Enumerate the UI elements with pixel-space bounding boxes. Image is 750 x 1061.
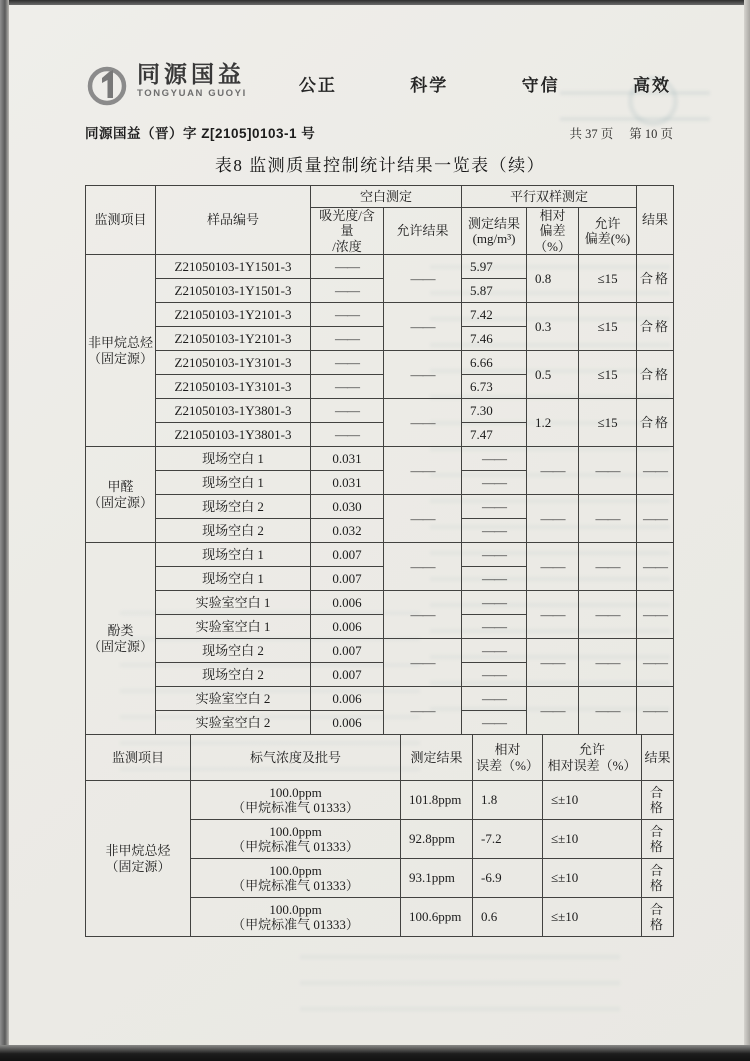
sample-cell: 现场空白 2	[156, 495, 311, 519]
sample-cell: 现场空白 2	[156, 639, 311, 663]
letterhead	[85, 62, 675, 113]
abs-cell: 0.007	[311, 639, 384, 663]
value-cell: ——	[462, 591, 527, 615]
allow-result-cell: ——	[384, 447, 462, 495]
sample-cell: 现场空白 1	[156, 543, 311, 567]
table-row	[86, 303, 674, 327]
slogan-science: 科学	[410, 76, 449, 95]
col-allowed-relative-error: 允许 相对误差（%）	[543, 735, 642, 781]
value-cell: ——	[462, 447, 527, 471]
brand-name-cn: 同源国益	[137, 61, 245, 87]
table-row	[86, 543, 674, 567]
standard-gas-table	[85, 734, 674, 937]
sample-cell: 实验室空白 1	[156, 591, 311, 615]
verdict-cell: ——	[637, 687, 674, 735]
allow-result-cell: ——	[384, 543, 462, 591]
col-result: 结果	[642, 735, 674, 781]
project-cell: 非甲烷总烃 （固定源）	[86, 255, 156, 447]
sample-cell: Z21050103-1Y3801-3	[156, 399, 311, 423]
sample-cell: 现场空白 2	[156, 663, 311, 687]
scan-edge-left	[0, 0, 9, 1061]
value-cell: 6.73	[462, 375, 527, 399]
table-row	[86, 639, 674, 663]
page-info	[569, 124, 675, 142]
verdict-cell: 合格	[642, 820, 674, 859]
abs-cell: ——	[311, 255, 384, 279]
col-allowed-result: 允许结果	[384, 208, 462, 255]
abs-cell: 0.007	[311, 543, 384, 567]
sample-cell: Z21050103-1Y1501-3	[156, 255, 311, 279]
limit-cell: ——	[579, 687, 637, 735]
value-cell: ——	[462, 567, 527, 591]
dev-cell: ——	[527, 639, 579, 687]
abs-cell: 0.007	[311, 567, 384, 591]
verdict-cell: ——	[637, 543, 674, 591]
col-group-parallel: 平行双样测定	[462, 186, 637, 208]
verdict-cell: 合格	[637, 351, 674, 399]
sample-cell: Z21050103-1Y3801-3	[156, 423, 311, 447]
abs-cell: ——	[311, 279, 384, 303]
verdict-cell: ——	[637, 447, 674, 495]
allow-result-cell: ——	[384, 639, 462, 687]
abs-cell: ——	[311, 399, 384, 423]
abs-cell: 0.006	[311, 615, 384, 639]
limit-cell: ≤15	[579, 351, 637, 399]
value-cell: ——	[462, 519, 527, 543]
verdict-cell: ——	[637, 495, 674, 543]
value-cell: 7.47	[462, 423, 527, 447]
sample-cell: 实验室空白 2	[156, 711, 311, 735]
verdict-cell: 合格	[642, 859, 674, 898]
value-cell: 7.46	[462, 327, 527, 351]
dev-cell: 1.2	[527, 399, 579, 447]
value-cell: 5.97	[462, 255, 527, 279]
table-row	[86, 255, 674, 279]
abs-cell: ——	[311, 423, 384, 447]
allow-result-cell: ——	[384, 303, 462, 351]
dev-cell: ——	[527, 687, 579, 735]
error-cell: 1.8	[473, 781, 543, 820]
limit-cell: ≤±10	[543, 781, 642, 820]
col-project: 监测项目	[86, 735, 191, 781]
document-info-row	[85, 122, 675, 142]
sample-cell: Z21050103-1Y2101-3	[156, 303, 311, 327]
header-row	[86, 735, 674, 781]
limit-cell: ——	[579, 591, 637, 639]
sample-cell: 现场空白 1	[156, 471, 311, 495]
slogan-integrity: 守信	[521, 76, 560, 95]
value-cell: 6.66	[462, 351, 527, 375]
value-cell: ——	[462, 687, 527, 711]
allow-result-cell: ——	[384, 351, 462, 399]
allow-result-cell: ——	[384, 399, 462, 447]
dev-cell: 0.8	[527, 255, 579, 303]
value-cell: ——	[462, 495, 527, 519]
header-row-1	[86, 186, 674, 208]
sample-cell: 现场空白 2	[156, 519, 311, 543]
allow-result-cell: ——	[384, 591, 462, 639]
sample-cell: 现场空白 1	[156, 447, 311, 471]
col-absorbance: 吸光度/含量 /浓度	[311, 208, 384, 255]
value-cell: 92.8ppm	[401, 820, 473, 859]
brand-name-block	[137, 62, 247, 99]
col-relative-deviation: 相对 偏差（%）	[527, 208, 579, 255]
limit-cell: ≤15	[579, 303, 637, 351]
abs-cell: 0.032	[311, 519, 384, 543]
dev-cell: ——	[527, 543, 579, 591]
abs-cell: 0.006	[311, 687, 384, 711]
col-project: 监测项目	[86, 186, 156, 255]
blank-parallel-table	[85, 185, 674, 735]
verdict-cell: 合格	[637, 255, 674, 303]
table-row	[86, 781, 674, 820]
allow-result-cell: ——	[384, 495, 462, 543]
abs-cell: ——	[311, 327, 384, 351]
error-cell: -6.9	[473, 859, 543, 898]
abs-cell: 0.006	[311, 711, 384, 735]
abs-cell: ——	[311, 303, 384, 327]
abs-cell: 0.007	[311, 663, 384, 687]
project-cell: 酚类 （固定源）	[86, 543, 156, 735]
limit-cell: ≤15	[579, 399, 637, 447]
col-measured-result: 测定结果	[401, 735, 473, 781]
abs-cell: 0.006	[311, 591, 384, 615]
table-row	[86, 351, 674, 375]
sample-cell: Z21050103-1Y3101-3	[156, 351, 311, 375]
value-cell: 93.1ppm	[401, 859, 473, 898]
col-result: 结果	[637, 186, 674, 255]
sample-cell: Z21050103-1Y1501-3	[156, 279, 311, 303]
tongyuan-logo-icon	[85, 62, 129, 113]
value-cell: ——	[462, 663, 527, 687]
dev-cell: ——	[527, 495, 579, 543]
table-row	[86, 447, 674, 471]
dev-cell: ——	[527, 591, 579, 639]
abs-cell: 0.031	[311, 471, 384, 495]
table-row	[86, 687, 674, 711]
allow-result-cell: ——	[384, 687, 462, 735]
standard-gas-cell: 100.0ppm （甲烷标准气 01333）	[191, 898, 401, 937]
limit-cell: ——	[579, 543, 637, 591]
abs-cell: 0.031	[311, 447, 384, 471]
verdict-cell: ——	[637, 639, 674, 687]
standard-gas-cell: 100.0ppm （甲烷标准气 01333）	[191, 781, 401, 820]
allow-result-cell: ——	[384, 255, 462, 303]
limit-cell: ——	[579, 447, 637, 495]
document-number: 同源国益（晋）字 Z[2105]0103-1 号	[85, 126, 316, 141]
dev-cell: 0.5	[527, 351, 579, 399]
scan-edge-right	[744, 0, 750, 1061]
table-row	[86, 495, 674, 519]
dev-cell: 0.3	[527, 303, 579, 351]
sample-cell: 实验室空白 1	[156, 615, 311, 639]
table-row	[86, 591, 674, 615]
page-current: 第 10 页	[629, 127, 673, 141]
bleed-smudge	[300, 950, 620, 1020]
project-cell: 非甲烷总烃 （固定源）	[86, 781, 191, 937]
standard-gas-cell: 100.0ppm （甲烷标准气 01333）	[191, 859, 401, 898]
value-cell: ——	[462, 471, 527, 495]
error-cell: -7.2	[473, 820, 543, 859]
scan-edge-top	[0, 0, 750, 5]
sample-cell: Z21050103-1Y3101-3	[156, 375, 311, 399]
abs-cell: ——	[311, 375, 384, 399]
sample-cell: Z21050103-1Y2101-3	[156, 327, 311, 351]
sample-cell: 实验室空白 2	[156, 687, 311, 711]
col-standard-gas: 标气浓度及批号	[191, 735, 401, 781]
table-row	[86, 399, 674, 423]
verdict-cell: 合格	[642, 898, 674, 937]
verdict-cell: 合格	[637, 399, 674, 447]
value-cell: ——	[462, 615, 527, 639]
project-cell: 甲醛 （固定源）	[86, 447, 156, 543]
value-cell: 5.87	[462, 279, 527, 303]
limit-cell: ≤±10	[543, 898, 642, 937]
col-relative-error: 相对 误差（%）	[473, 735, 543, 781]
verdict-cell: 合格	[637, 303, 674, 351]
slogan-fairness: 公正	[298, 76, 337, 95]
scan-edge-bottom	[0, 1045, 750, 1061]
limit-cell: ——	[579, 639, 637, 687]
value-cell: 100.6ppm	[401, 898, 473, 937]
col-sample-id: 样品编号	[156, 186, 311, 255]
brand-name-en: TONGYUAN GUOYI	[137, 88, 247, 99]
value-cell: ——	[462, 543, 527, 567]
col-measured-result: 测定结果 (mg/m³)	[462, 208, 527, 255]
value-cell: ——	[462, 639, 527, 663]
standard-gas-cell: 100.0ppm （甲烷标准气 01333）	[191, 820, 401, 859]
value-cell: 7.42	[462, 303, 527, 327]
limit-cell: ——	[579, 495, 637, 543]
slogan-efficiency: 高效	[632, 76, 671, 95]
value-cell: ——	[462, 711, 527, 735]
brand-slogans	[247, 62, 675, 96]
pages-total: 共 37 页	[569, 127, 614, 141]
col-allowed-deviation: 允许 偏差(%)	[579, 208, 637, 255]
limit-cell: ≤±10	[543, 820, 642, 859]
error-cell: 0.6	[473, 898, 543, 937]
value-cell: 101.8ppm	[401, 781, 473, 820]
dev-cell: ——	[527, 447, 579, 495]
abs-cell: ——	[311, 351, 384, 375]
verdict-cell: 合格	[642, 781, 674, 820]
limit-cell: ≤15	[579, 255, 637, 303]
sample-cell: 现场空白 1	[156, 567, 311, 591]
verdict-cell: ——	[637, 591, 674, 639]
abs-cell: 0.030	[311, 495, 384, 519]
value-cell: 7.30	[462, 399, 527, 423]
table-title: 表8 监测质量控制统计结果一览表（续）	[214, 156, 546, 175]
col-group-blank: 空白测定	[311, 186, 462, 208]
limit-cell: ≤±10	[543, 859, 642, 898]
